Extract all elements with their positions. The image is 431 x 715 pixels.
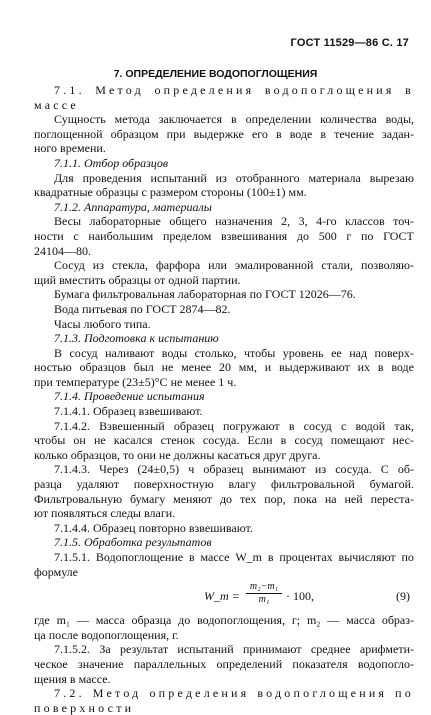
paragraph-line: формуле [34, 564, 78, 579]
clause-heading: 7.1.2. Аппаратура, материалы [54, 199, 212, 214]
paragraph-line: Фильтровальную бумагу меняют до тех пор, пока на ней переста- [34, 491, 414, 506]
paragraph-line: Для проведения испытаний из отобранного материала вырезаю [54, 170, 414, 185]
paragraph-line: 7.1.4.1. Образец взвешивают. [54, 404, 203, 419]
paragraph-line: В сосуд наливают воды столько, чтобы уровень ее над поверх- [54, 345, 414, 360]
formula-denominator: m₁ [258, 594, 270, 606]
subsection-heading: 7.2. Метод определения водопоглощения по [54, 686, 414, 701]
clause-heading: 7.1.4. Проведение испытания [54, 389, 205, 404]
paragraph-line: щий вместить образцы от одной партии. [34, 272, 241, 287]
paragraph-line: 7.1.5.2. За результат испытаний принимают среднее арифмети- [54, 642, 414, 657]
paragraph-line: при температуре (23±5)°С не менее 1 ч. [34, 374, 237, 389]
section-title: 7. ОПРЕДЕЛЕНИЕ ВОДОПОГЛОЩЕНИЯ [113, 68, 318, 80]
subsection-heading: 7.1. Метод определения водопоглощения в [54, 83, 414, 97]
paragraph-line: 24104—80. [34, 243, 91, 258]
paragraph-line: ного времени. [34, 141, 106, 156]
formula-lhs: W_m = [204, 589, 240, 604]
paragraph-line: ности с наибольшим пределом взвешивания до 500 г по ГОСТ [34, 228, 414, 243]
paragraph-line: щения в массе. [34, 671, 111, 686]
clause-heading: 7.1.5. Обработка результатов [54, 535, 212, 550]
paragraph-line: 7.1.4.4. Образец повторно взвешивают. [54, 520, 253, 535]
formula-rest: · 100, [286, 589, 314, 604]
paragraph-line: ца после водопоглощения, г. [34, 627, 179, 642]
document-body [34, 83, 414, 715]
paragraph-line: 7.1.4.2. Взвешенный образец погружают в сосуд с водой так, [54, 418, 414, 433]
paragraph-line: Сосуд из стекла, фарфора или эмалированной стали, позволяю- [54, 258, 414, 273]
paragraph-line: ностью образцов был не менее 20 мм, и выдерживают их в воде [34, 360, 414, 375]
paragraph-line: где m₁ — масса образца до водопоглощения, г; m₂ — масса образ- [34, 613, 414, 628]
paragraph-line: Сущность метода заключается в определении количества воды, [54, 112, 414, 127]
paragraph-line: Бумага фильтровальная лабораторная по ГОСТ 12026—76. [54, 287, 356, 302]
formula-fraction [246, 581, 282, 606]
paragraph-line: поглощенной образцом при выдержке его в воде в течение задан- [34, 126, 414, 141]
subsection-heading-cont: массе [34, 97, 79, 112]
paragraph-line: Весы лабораторные общего назначения 2, 3, 4-го классов точ- [54, 214, 414, 229]
paragraph-line: 7.1.4.3. Через (24±0,5) ч образец вынимают из сосуда. С об- [54, 462, 414, 477]
formula-numerator: m₂−m₁ [246, 581, 282, 594]
page-header: ГОСТ 11529—86 С. 17 [290, 37, 409, 49]
paragraph-line: Вода питьевая по ГОСТ 2874—82. [54, 301, 231, 316]
paragraph-line: квадратные образцы с размером стороны (100±1) мм. [34, 185, 307, 200]
clause-heading: 7.1.3. Подготовка к испытанию [54, 331, 219, 346]
subsection-heading-cont: поверхности [34, 700, 135, 715]
paragraph-line: ют появляться следы влаги. [34, 506, 176, 521]
paragraph-line: Часы любого типа. [54, 316, 151, 331]
paragraph-line: ческое значение параллельных определений показателя водопогло- [34, 656, 414, 671]
clause-heading: 7.1.1. Отбор образцов [54, 155, 169, 170]
paragraph-line: колько образцов, то они не должны касаться друг друга. [34, 447, 321, 462]
paragraph-line: 7.1.5.1. Водопоглощение в массе W_m в процентах вычисляют по [54, 550, 414, 564]
paragraph-line: чтобы он не касался стенок сосуда. Если в сосуд помещают нес- [34, 433, 414, 448]
paragraph-line: разца удаляют поверхностную влагу фильтровальной бумагой. [34, 477, 414, 492]
formula-number: (9) [396, 589, 410, 604]
formula [34, 579, 414, 613]
